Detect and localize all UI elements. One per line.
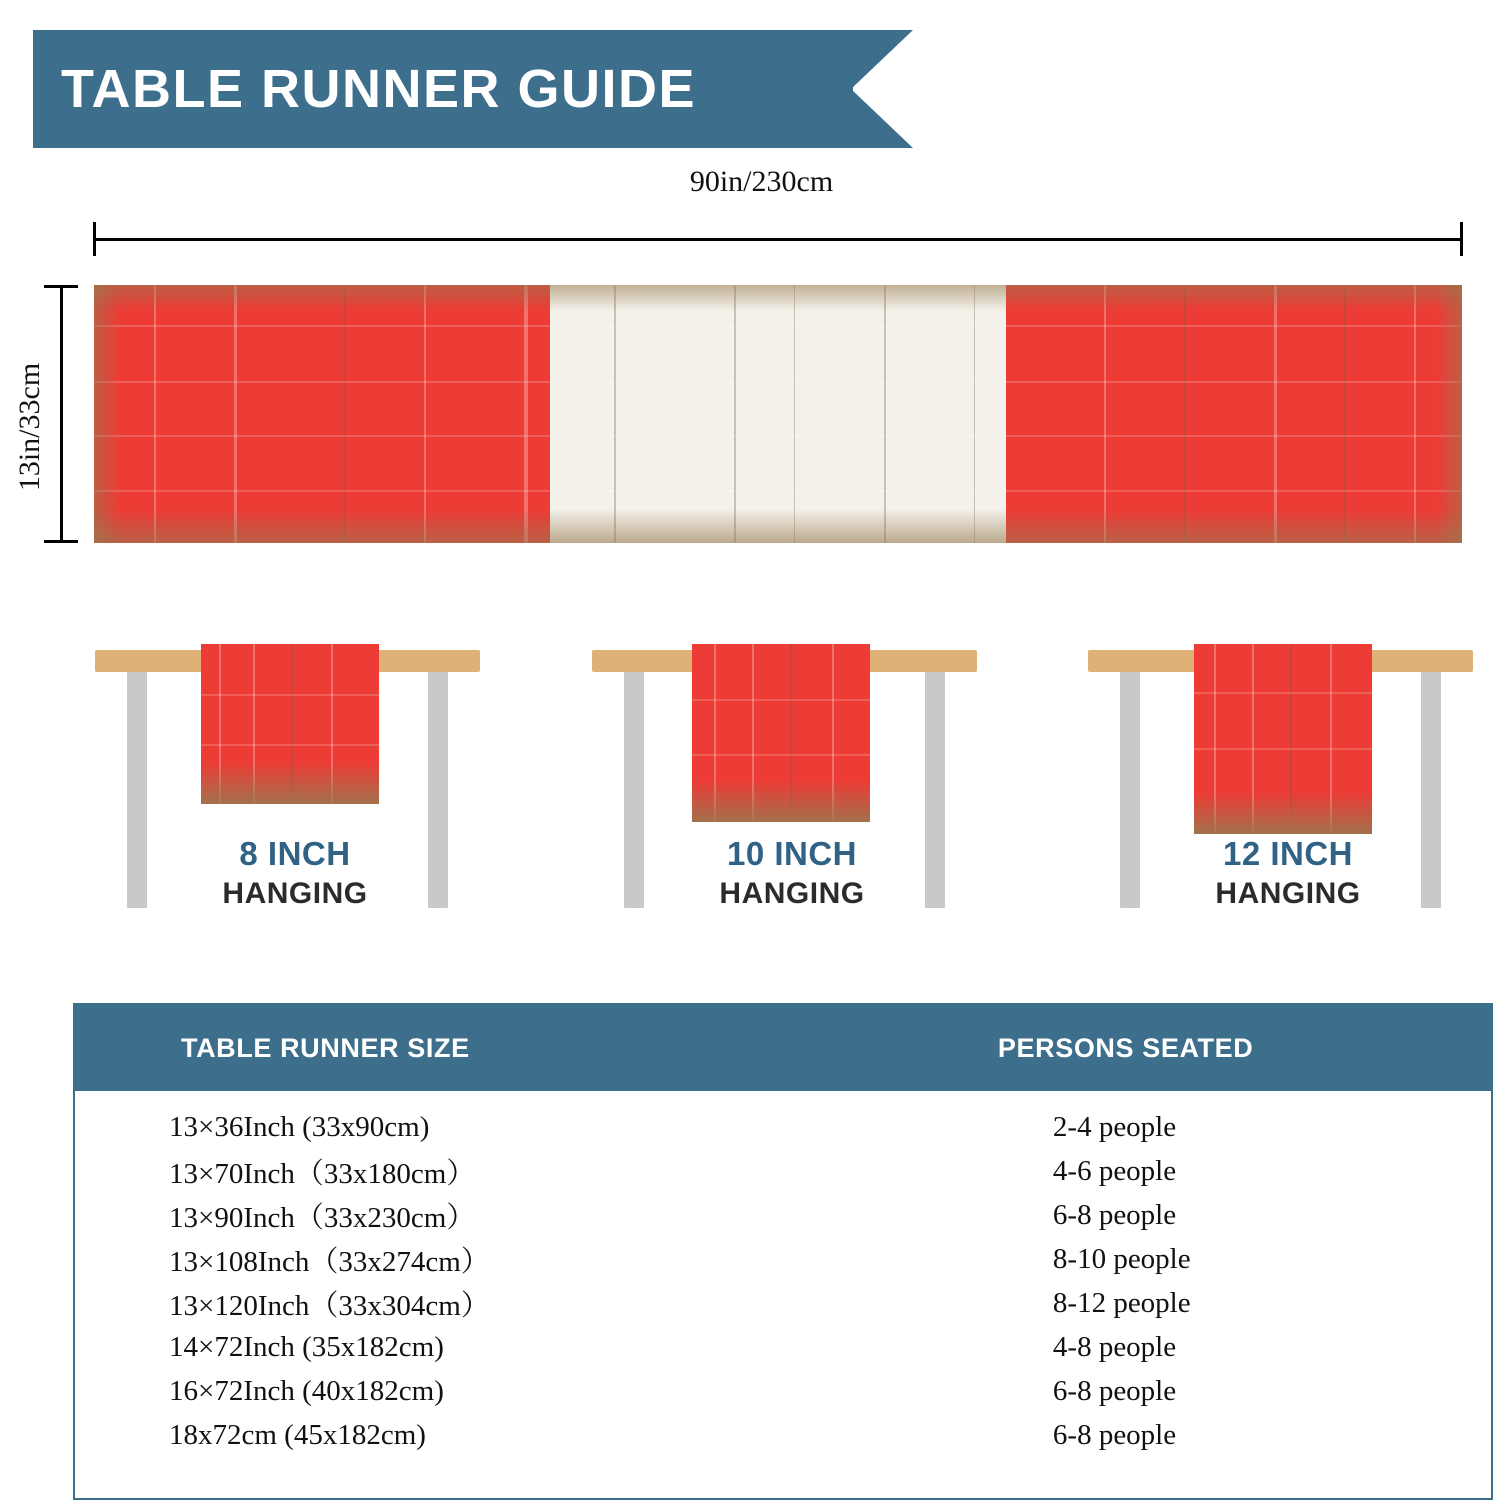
horizontal-dimension-ruler — [93, 222, 1463, 256]
ruler-cap-bottom — [44, 540, 78, 543]
cell-seats: 6-8 people — [1052, 1198, 1177, 1231]
column-header-persons: PERSONS SEATED — [997, 1032, 1254, 1063]
table-row — [75, 1325, 1491, 1369]
header-banner — [33, 30, 913, 148]
hanging-sub-label: HANGING — [222, 877, 368, 910]
table-row — [75, 1281, 1491, 1325]
cell-size: 14×72Inch (35x182cm) — [169, 1330, 444, 1363]
vertical-dimension-ruler — [44, 285, 78, 543]
cell-seats: 4-6 people — [1052, 1154, 1177, 1187]
table-row — [75, 1193, 1491, 1237]
ruler-line-vertical — [60, 285, 63, 543]
cloth-bottom-wear — [692, 780, 870, 822]
cell-seats: 2-4 people — [1052, 1110, 1177, 1143]
size-chart-table — [73, 1003, 1493, 1500]
table-row — [75, 1149, 1491, 1193]
hanging-examples-row — [0, 630, 1493, 930]
hanging-example-12-inch — [1088, 630, 1488, 930]
ruler-cap-left — [93, 222, 96, 256]
cloth-bottom-wear — [1194, 792, 1372, 834]
width-dimension-label: 13in/33cm — [13, 362, 46, 492]
cell-size: 18x72cm (45x182cm) — [169, 1418, 426, 1451]
cell-size: 13×36Inch (33x90cm) — [169, 1110, 430, 1143]
runner-hanging-cloth — [201, 644, 379, 804]
cell-size: 13×108Inch（33x274cm） — [169, 1245, 490, 1278]
size-chart-body — [75, 1091, 1491, 1457]
column-header-size: TABLE RUNNER SIZE — [181, 1032, 470, 1063]
length-dimension-label — [0, 165, 1493, 199]
ruler-cap-top — [44, 285, 78, 288]
table-runner-image — [94, 285, 1462, 543]
size-chart-header-row — [75, 1005, 1491, 1091]
cell-seats: 8-12 people — [1052, 1286, 1191, 1319]
cell-seats: 4-8 people — [1052, 1330, 1177, 1363]
cell-size: 13×90Inch（33x230cm） — [169, 1201, 476, 1234]
runner-hanging-cloth — [1194, 644, 1372, 834]
hanging-caption — [592, 835, 992, 911]
page-title: TABLE RUNNER GUIDE — [61, 59, 697, 119]
table-row — [75, 1369, 1491, 1413]
hanging-sub-label: HANGING — [1215, 877, 1361, 910]
table-row — [75, 1105, 1491, 1149]
hanging-caption — [1088, 835, 1488, 911]
header-banner-notch — [851, 30, 913, 148]
ruler-cap-right — [1460, 222, 1463, 256]
hanging-size-label: 10 INCH — [726, 835, 858, 872]
hanging-caption — [95, 835, 495, 911]
hanging-size-label: 12 INCH — [1222, 835, 1354, 872]
cell-seats: 6-8 people — [1052, 1374, 1177, 1407]
hanging-sub-label: HANGING — [719, 877, 865, 910]
ruler-line-horizontal — [93, 238, 1463, 241]
runner-segment-red-left — [94, 285, 550, 543]
table-row — [75, 1237, 1491, 1281]
cell-seats: 6-8 people — [1052, 1418, 1177, 1451]
cell-seats: 8-10 people — [1052, 1242, 1191, 1275]
runner-segment-white-center — [550, 285, 1007, 543]
length-dimension-text: 90in/230cm — [689, 165, 834, 198]
hanging-example-8-inch — [95, 630, 495, 930]
hanging-example-10-inch — [592, 630, 992, 930]
hanging-size-label: 8 INCH — [239, 835, 351, 872]
runner-segment-red-right — [1006, 285, 1462, 543]
cell-size: 13×120Inch（33x304cm） — [169, 1289, 490, 1322]
table-row — [75, 1413, 1491, 1457]
cloth-bottom-wear — [201, 762, 379, 804]
runner-hanging-cloth — [692, 644, 870, 822]
cell-size: 13×70Inch（33x180cm） — [169, 1157, 476, 1190]
cell-size: 16×72Inch (40x182cm) — [169, 1374, 444, 1407]
